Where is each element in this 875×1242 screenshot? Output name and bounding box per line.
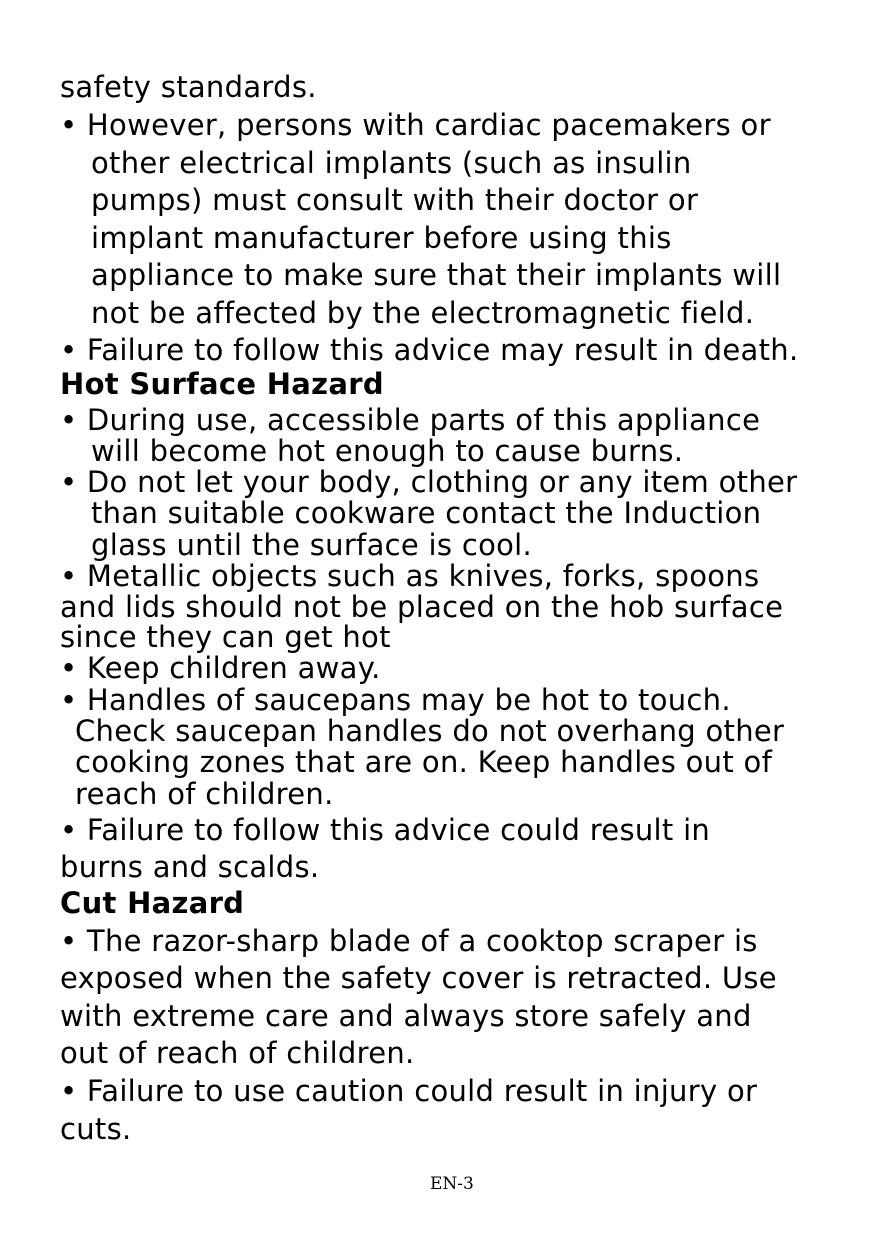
text-line: pumps) must consult with their doctor or [91,183,699,217]
bullet-line: • Failure to use caution could result in injury or [60,1074,758,1108]
bullet-line: • Failure to follow this advice may result in death. [60,333,799,367]
text-line: other electrical implants (such as insulin [91,146,692,180]
text-line: burns and scalds. [60,850,320,884]
bullet-line: • Handles of saucepans may be hot to touch. [60,683,731,717]
text-line: not be affected by the electromagnetic field. [91,296,755,330]
bullet-line: • However, persons with cardiac pacemakers or [60,108,771,142]
text-line: safety standards. [60,70,317,104]
bullet-line: • Keep children away. [60,651,381,685]
section-heading-cut: Cut Hazard [60,886,245,920]
bullet-line: • Do not let your body, clothing or any item other [60,465,798,499]
text-line: implant manufacturer before using this [91,221,672,255]
text-line: glass until the surface is cool. [91,528,533,562]
text-line: will become hot enough to cause burns. [91,434,684,468]
bullet-line: • During use, accessible parts of this appliance [60,403,761,437]
text-line: than suitable cookware contact the Induction [91,496,762,530]
text-line: with extreme care and always store safely and [60,999,752,1033]
text-line: since they can get hot [60,620,391,654]
text-line: exposed when the safety cover is retracted. Use [60,961,777,995]
text-line: Check saucepan handles do not overhang other [75,714,785,748]
page-number: EN-3 [430,1174,474,1194]
bullet-line: • Failure to follow this advice could result in [60,813,711,847]
text-line: appliance to make sure that their implants will [91,258,782,292]
text-line: cooking zones that are on. Keep handles out of [75,745,773,779]
text-line: cuts. [60,1112,132,1146]
text-line: reach of children. [75,777,334,811]
bullet-line: • Metallic objects such as knives, forks, spoons [60,559,760,593]
text-line: out of reach of children. [60,1036,415,1070]
text-line: and lids should not be placed on the hob surface [60,590,784,624]
section-heading-hot-surface: Hot Surface Hazard [60,367,384,401]
bullet-line: • The razor-sharp blade of a cooktop scraper is [60,924,758,958]
